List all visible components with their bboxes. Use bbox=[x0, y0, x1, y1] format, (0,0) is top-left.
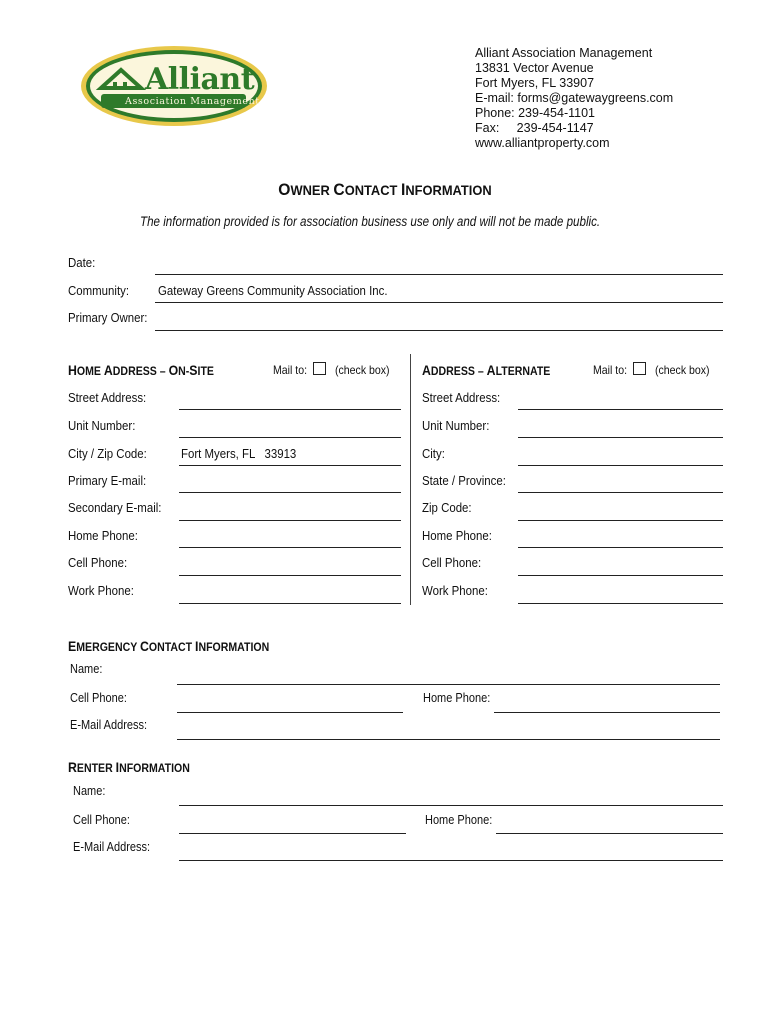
heading-part: A bbox=[422, 362, 431, 378]
primary-owner-field[interactable] bbox=[155, 330, 723, 331]
company-website[interactable]: www.alliantproperty.com bbox=[475, 136, 610, 150]
home-city-zip-field[interactable] bbox=[179, 465, 401, 466]
alt-check-box-hint: (check box) bbox=[655, 363, 710, 377]
alt-mail-to-checkbox[interactable] bbox=[633, 362, 646, 375]
logo-tagline: Association Management bbox=[125, 96, 260, 107]
home-mail-to-checkbox[interactable] bbox=[313, 362, 326, 375]
title-part: O bbox=[278, 180, 291, 199]
alt-work-phone-field[interactable] bbox=[518, 603, 723, 604]
secondary-email-label: Secondary E-mail: bbox=[68, 500, 162, 515]
alt-home-phone-field[interactable] bbox=[518, 547, 723, 548]
heading-part: NFORMATION bbox=[119, 761, 190, 775]
renter-cell-field[interactable] bbox=[179, 833, 406, 834]
company-phone: Phone: 239-454-1101 bbox=[475, 106, 596, 120]
emergency-cell-field[interactable] bbox=[177, 712, 403, 713]
home-check-box-hint: (check box) bbox=[335, 363, 390, 377]
alternate-address-heading bbox=[422, 362, 550, 378]
cell-phone-label: Cell Phone: bbox=[68, 555, 128, 570]
renter-home-phone-field[interactable] bbox=[496, 833, 723, 834]
page-title bbox=[0, 180, 770, 200]
home-city-zip-value[interactable]: Fort Myers, FL 33913 bbox=[181, 446, 297, 461]
heading-part: A bbox=[486, 362, 496, 378]
home-address-heading bbox=[68, 362, 214, 378]
renter-email-label: E-Mail Address: bbox=[73, 840, 151, 854]
primary-owner-label: Primary Owner: bbox=[68, 310, 148, 325]
renter-information-heading bbox=[68, 759, 190, 775]
alt-state-label: State / Province: bbox=[422, 473, 506, 488]
alt-street-label: Street Address: bbox=[422, 390, 501, 405]
page-subtitle: The information provided is for association business use only and will not be made public. bbox=[140, 214, 601, 229]
heading-part: NFORMATION bbox=[198, 640, 270, 654]
alt-work-phone-label: Work Phone: bbox=[422, 583, 488, 598]
company-name: Alliant Association Management bbox=[475, 46, 653, 60]
alt-home-phone-label: Home Phone: bbox=[422, 528, 492, 543]
company-fax: Fax: 239-454-1147 bbox=[475, 121, 594, 135]
emergency-name-label: Name: bbox=[70, 662, 103, 676]
heading-part: ONTACT bbox=[148, 640, 196, 654]
alt-city-label: City: bbox=[422, 446, 445, 461]
emergency-name-field[interactable] bbox=[177, 684, 720, 685]
title-part: C bbox=[333, 180, 345, 199]
heading-part: DDRESS – bbox=[112, 364, 169, 378]
renter-name-field[interactable] bbox=[179, 805, 723, 806]
title-part: ONTACT bbox=[344, 182, 401, 198]
alt-state-field[interactable] bbox=[518, 492, 723, 493]
home-phone-label: Home Phone: bbox=[68, 528, 138, 543]
community-label: Community: bbox=[68, 283, 130, 298]
alt-unit-label: Unit Number: bbox=[422, 418, 490, 433]
community-value[interactable]: Gateway Greens Community Association Inc. bbox=[158, 283, 388, 298]
company-contact-block bbox=[475, 46, 673, 151]
company-email[interactable]: E-mail: forms@gatewaygreens.com bbox=[475, 91, 674, 105]
home-phone-field[interactable] bbox=[179, 547, 401, 548]
heading-part: A bbox=[103, 362, 113, 378]
company-city: Fort Myers, FL 33907 bbox=[475, 76, 595, 90]
alt-city-field[interactable] bbox=[518, 465, 723, 466]
heading-part: S bbox=[189, 362, 198, 378]
renter-email-field[interactable] bbox=[179, 860, 723, 861]
home-mail-to-label: Mail to: bbox=[273, 363, 308, 377]
date-label: Date: bbox=[68, 255, 96, 270]
home-unit-label: Unit Number: bbox=[68, 418, 136, 433]
heading-part: N- bbox=[178, 364, 190, 378]
emergency-contact-heading bbox=[68, 638, 269, 654]
heading-part: C bbox=[139, 638, 149, 654]
heading-part: O bbox=[168, 362, 179, 378]
heading-part: I bbox=[115, 759, 120, 775]
alt-unit-field[interactable] bbox=[518, 437, 723, 438]
home-city-zip-label: City / Zip Code: bbox=[68, 446, 147, 461]
heading-part: OME bbox=[76, 364, 104, 378]
title-part: WNER bbox=[290, 182, 334, 198]
heading-part: R bbox=[68, 759, 77, 775]
alt-cell-phone-field[interactable] bbox=[518, 575, 723, 576]
renter-name-label: Name: bbox=[73, 784, 106, 798]
work-phone-label: Work Phone: bbox=[68, 583, 134, 598]
heading-part: ITE bbox=[197, 364, 214, 378]
home-street-field[interactable] bbox=[179, 409, 401, 410]
emergency-cell-label: Cell Phone: bbox=[70, 691, 127, 705]
renter-home-phone-label: Home Phone: bbox=[425, 813, 493, 827]
emergency-home-phone-label: Home Phone: bbox=[423, 691, 491, 705]
secondary-email-field[interactable] bbox=[179, 520, 401, 521]
alt-mail-to-label: Mail to: bbox=[593, 363, 628, 377]
emergency-email-field[interactable] bbox=[177, 739, 720, 740]
home-unit-field[interactable] bbox=[179, 437, 401, 438]
alliant-logo bbox=[79, 44, 269, 128]
alt-zip-label: Zip Code: bbox=[422, 500, 472, 515]
home-street-label: Street Address: bbox=[68, 390, 147, 405]
alt-cell-phone-label: Cell Phone: bbox=[422, 555, 482, 570]
column-divider bbox=[410, 354, 411, 605]
community-field[interactable] bbox=[155, 302, 723, 303]
heading-part: MERGENCY bbox=[76, 640, 140, 654]
heading-part: LTERNATE bbox=[495, 364, 551, 378]
emergency-home-phone-field[interactable] bbox=[494, 712, 720, 713]
alt-street-field[interactable] bbox=[518, 409, 723, 410]
title-part: NFORMATION bbox=[405, 182, 492, 198]
cell-phone-field[interactable] bbox=[179, 575, 401, 576]
heading-part: ENTER bbox=[76, 761, 116, 775]
heading-part: H bbox=[68, 362, 77, 378]
heading-part: I bbox=[195, 638, 199, 654]
title-part: I bbox=[400, 180, 406, 199]
alt-zip-field[interactable] bbox=[518, 520, 723, 521]
heading-part: E bbox=[68, 638, 77, 654]
renter-cell-label: Cell Phone: bbox=[73, 813, 130, 827]
primary-email-field[interactable] bbox=[179, 492, 401, 493]
work-phone-field[interactable] bbox=[179, 603, 401, 604]
date-field[interactable] bbox=[155, 274, 723, 275]
primary-email-label: Primary E-mail: bbox=[68, 473, 147, 488]
company-street: 13831 Vector Avenue bbox=[475, 61, 594, 75]
logo-name: Alliant bbox=[145, 62, 255, 97]
heading-part: DDRESS – bbox=[430, 364, 487, 378]
emergency-email-label: E-Mail Address: bbox=[70, 718, 148, 732]
